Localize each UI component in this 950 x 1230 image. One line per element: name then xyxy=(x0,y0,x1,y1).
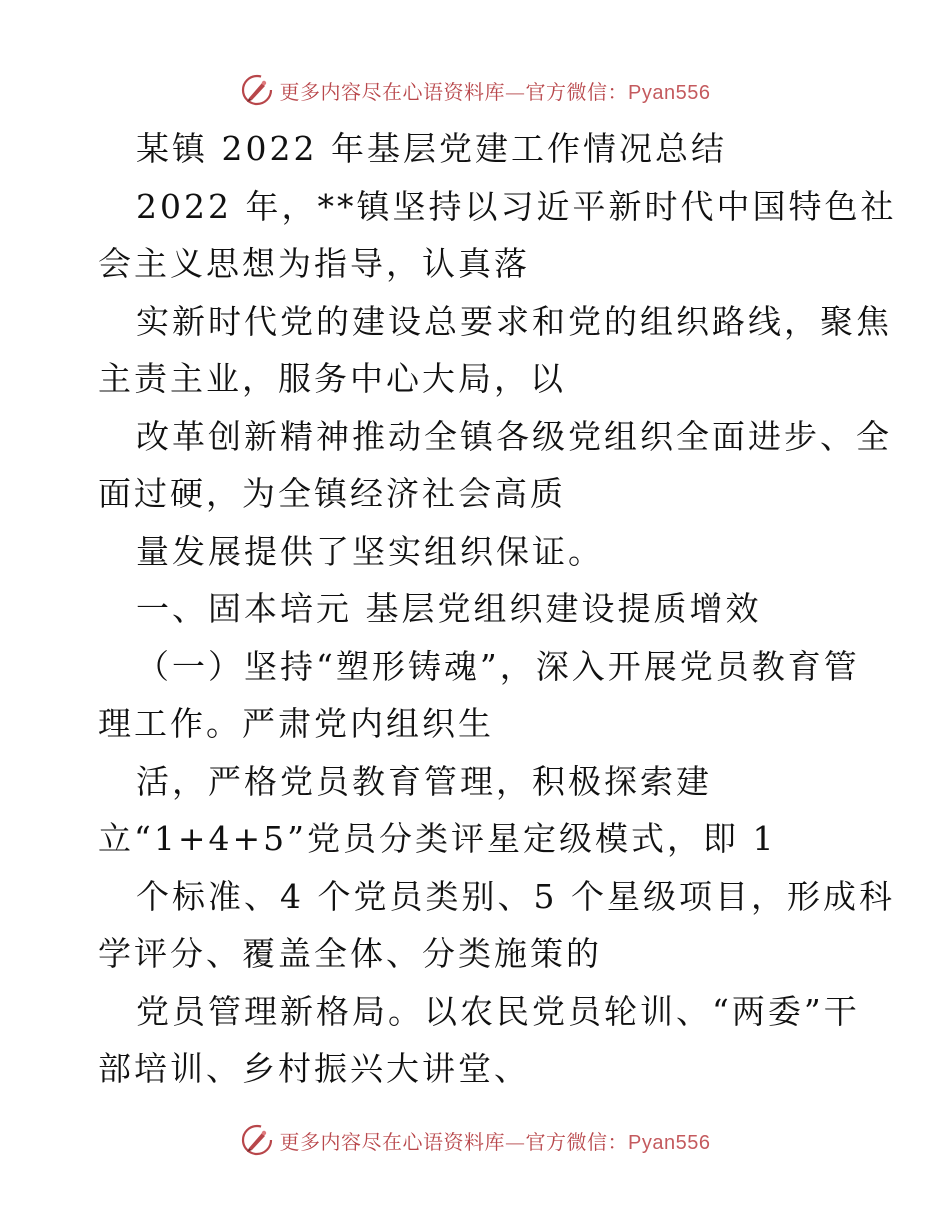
text-line: 活，严格党员教育管理，积极探索建 xyxy=(136,761,712,801)
watermark-site-name: 更多内容尽在心语资料库 xyxy=(279,79,506,104)
text-line: 部培训、乡村振兴大讲堂、 xyxy=(98,1049,530,1088)
text-line: 个标准、4 个党员类别、5 个星级项目，形成科 xyxy=(136,876,895,916)
watermark-text xyxy=(280,76,711,105)
document-title: 某镇 2022 年基层党建工作情况总结 xyxy=(136,129,727,168)
text-line: 立“1+4+5”党员分类评星定级模式，即 1 xyxy=(98,819,777,858)
watermark-dash: — xyxy=(505,79,526,104)
pen-logo-icon xyxy=(240,1123,274,1157)
section-heading: 一、固本培元 基层党组织建设提质增效 xyxy=(136,589,762,628)
text-line: 理工作。严肃党内组织生 xyxy=(98,704,494,743)
watermark-text xyxy=(280,1126,711,1155)
text-line: 面过硬，为全镇经济社会高质 xyxy=(98,474,566,513)
text-line: 实新时代党的建设总要求和党的组织路线，聚焦 xyxy=(136,301,892,341)
text-line: 主责主业，服务中心大局，以 xyxy=(98,359,566,398)
watermark-dash: — xyxy=(505,1129,526,1154)
footer-watermark xyxy=(0,1120,950,1160)
subsection-heading: （一）坚持“塑形铸魂”，深入开展党员教育管 xyxy=(136,646,860,686)
watermark-contact-label: 官方微信： xyxy=(525,79,629,104)
text-line: 会主义思想为指导，认真落 xyxy=(98,244,530,283)
text-line: 学评分、覆盖全体、分类施策的 xyxy=(98,934,602,973)
pen-logo-icon xyxy=(240,73,274,107)
header-watermark xyxy=(0,70,950,110)
watermark-contact-label: 官方微信： xyxy=(525,1129,629,1154)
text-line: 量发展提供了坚实组织保证。 xyxy=(136,531,604,571)
text-line: 2022 年，**镇坚持以习近平新时代中国特色社 xyxy=(136,186,897,226)
watermark-contact-id: Pyan556 xyxy=(628,81,711,104)
watermark-site-name: 更多内容尽在心语资料库 xyxy=(279,1129,506,1154)
watermark-contact-id: Pyan556 xyxy=(628,1131,711,1154)
text-line: 改革创新精神推动全镇各级党组织全面进步、全 xyxy=(136,416,892,456)
text-line: 党员管理新格局。以农民党员轮训、“两委”干 xyxy=(136,991,860,1031)
document-body xyxy=(98,120,897,1098)
